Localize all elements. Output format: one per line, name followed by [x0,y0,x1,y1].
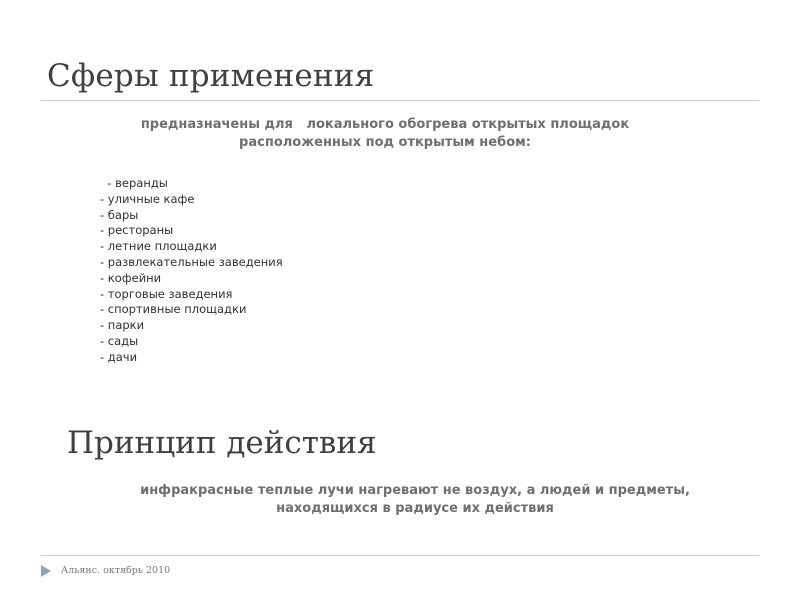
list-item: - сады [100,333,139,348]
list-item: - уличные кафе [100,191,195,206]
principle-title: Принцип действия [67,425,377,461]
usage-list [100,176,283,366]
list-item: - торговые заведения [100,286,233,301]
intro-line-2: расположенных под открытым небом: [239,135,531,150]
list-item: - кофейни [100,270,162,285]
arrow-right-icon [40,564,52,578]
intro-text [100,116,670,152]
list-item: - развлекательные заведения [100,254,283,269]
list-item: - рестораны [100,223,174,238]
slide-title: Сферы применения [47,58,375,94]
list-item: - парки [100,318,145,333]
intro-line-1: предназначены для локального обогрева открытых площадок [140,117,630,132]
list-item: - веранды [100,176,168,190]
list-item: - летние площадки [100,239,217,254]
bottom-divider [40,555,760,556]
footer-text: Альянс. октябрь 2010 [61,565,171,576]
top-divider [40,100,760,101]
list-item: - бары [100,207,139,222]
list-item: - дачи [100,349,138,364]
list-item: - спортивные площадки [100,302,247,317]
principle-text: инфракрасные теплые лучи нагревают не воздух, а людей и предметы, находящихся в радиусе их действия [140,483,690,516]
